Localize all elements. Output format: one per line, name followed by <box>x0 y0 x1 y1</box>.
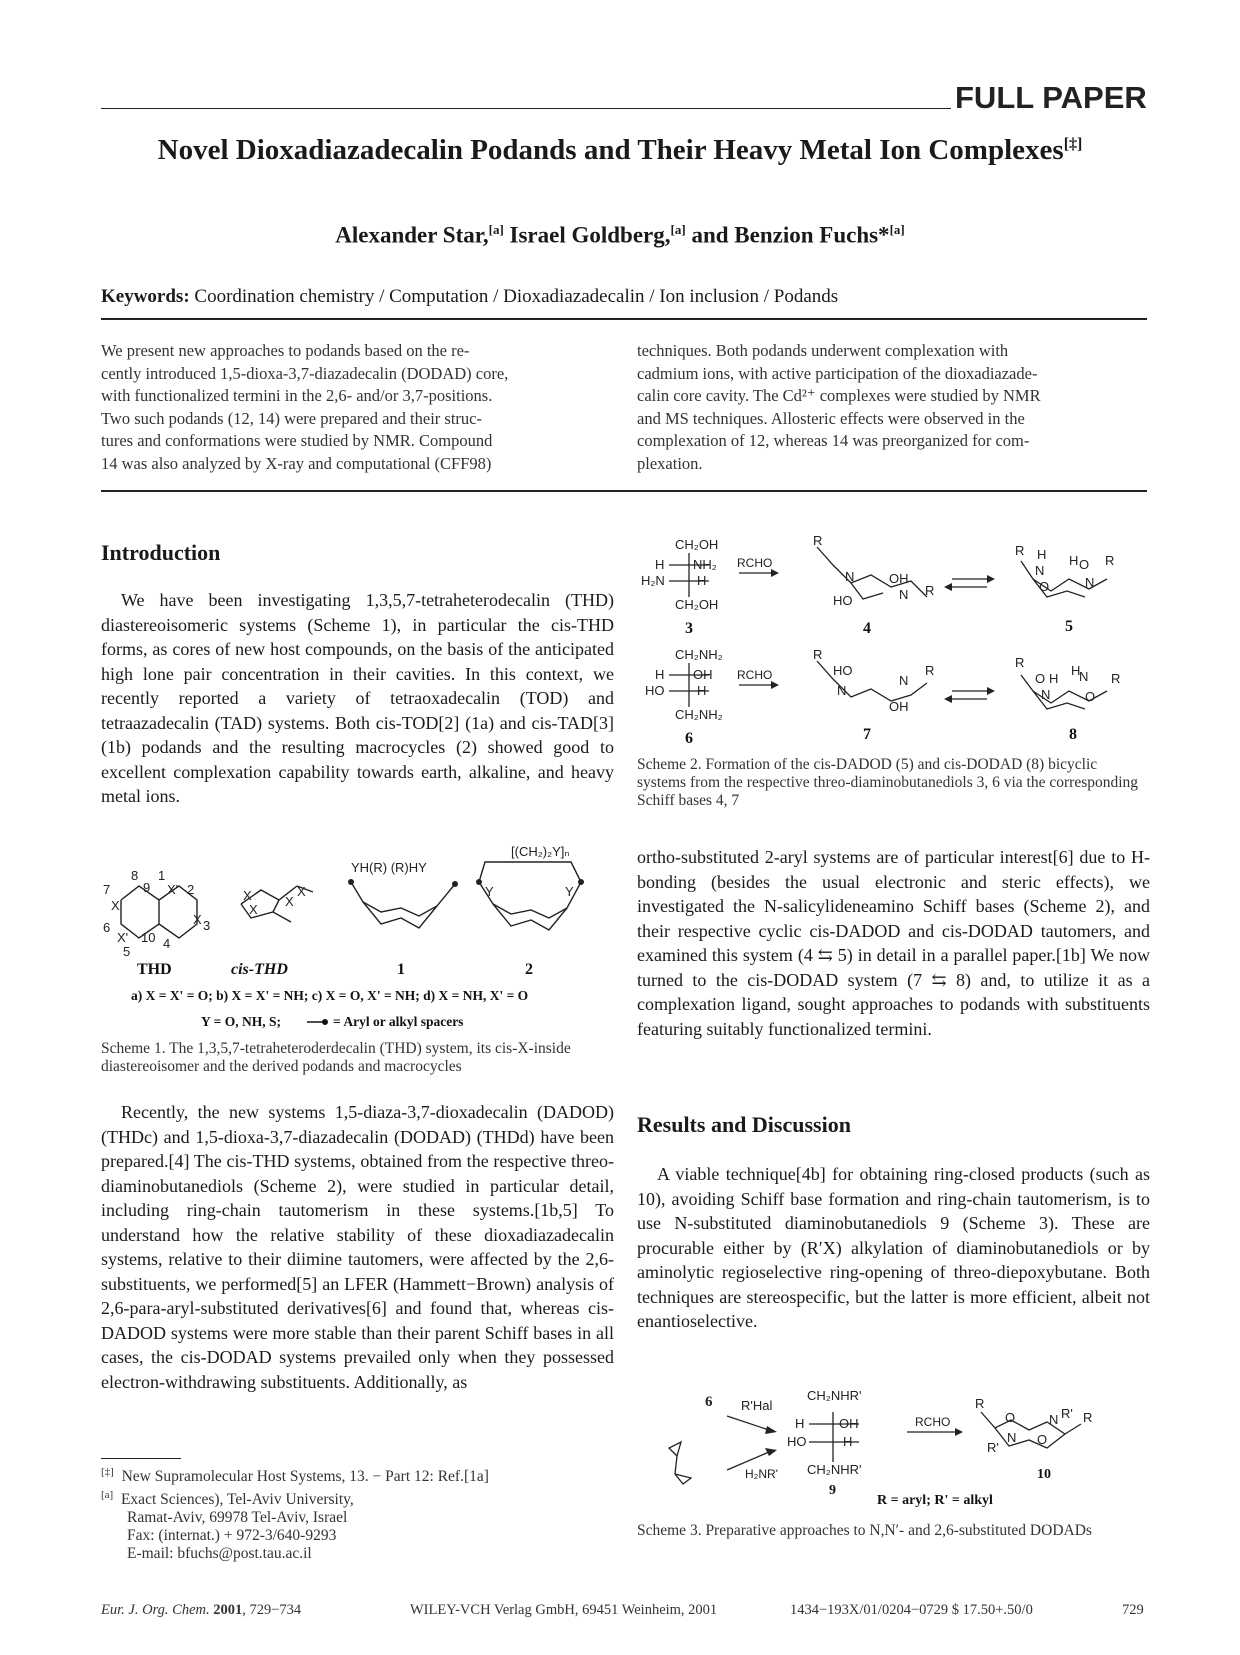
ring-atom: Y <box>485 884 494 899</box>
fischer-group: NH₂ <box>693 557 717 572</box>
ring-number: 2 <box>187 882 195 897</box>
footnote-line: E-mail: bfuchs@post.tau.ac.il <box>127 1545 312 1563</box>
fischer-group: H <box>843 1434 853 1449</box>
compound-label: 10 <box>1037 1467 1051 1482</box>
fischer-group: HO <box>645 683 665 698</box>
substituent-definition: R = aryl; R' = alkyl <box>877 1493 993 1508</box>
journal-year: 2001 <box>213 1602 243 1618</box>
paper-title <box>60 134 1180 167</box>
ring-number: 10 <box>141 930 156 945</box>
structure-atom: O <box>1037 1432 1048 1447</box>
reagent-label: RCHO <box>915 1415 951 1429</box>
structure-atom: H <box>1049 671 1059 686</box>
ring-number: 6 <box>103 920 111 935</box>
ring-number: X' <box>167 882 179 897</box>
ring-atom: X <box>249 902 258 917</box>
abstract-line: with functionalized termini in the 2,6- and/or 3,7-positions. <box>101 386 493 405</box>
paragraph-text: A viable technique[4b] for obtaining ring-closed products (such as 10), avoiding Schiff base formation and ring-chain tautomerism, is to use N-substituted diaminobutanediols 9 (Scheme 3). These are procurable either by (R′X) alkylation of diaminobutanediols or by aminolytic regioselective ring-opening of threo-diepoxybutane. Both techniques are stereospecific, but the latter is more efficient, albeit not enantioselective. <box>637 1164 1150 1331</box>
compound-label: 6 <box>705 1394 713 1410</box>
abstract-line: techniques. Both podands underwent complexation with <box>637 341 1009 360</box>
structure-atom: O <box>1085 689 1096 704</box>
abstract-line: cently introduced 1,5-dioxa-3,7-diazadecalin (DODAD) core, <box>101 363 509 383</box>
paragraph-text: Recently, the new systems 1,5-diaza-3,7-dioxadecalin (DADOD) (THDc) and 1,5-dioxa-3,7-diazadecalin (DODAD) (THDd) have been prepared.[4] The cis-THD systems, obtained from the respective threo-diaminobutanediols (Scheme 2), were studied in particular detail, including ring-chain tautomerism in these systems.[1b,5] To understand how the relative stability of these dioxadiazadecalin systems, relative to their diimine tautomers, were affected by the 2,6-substituents, we performed[5] an LFER (Hammett−Brown) analysis of 2,6-para-aryl-substituted derivatives[6] and found that, whereas cis-DADOD systems were more stable than their parent Schiff bases in all cases, the cis-DODAD systems prevailed only when they possessed electron-withdrawing substituents. Additionally, as <box>101 1102 614 1392</box>
intro-paragraph-2 <box>101 1100 614 1394</box>
structure-atom: N <box>899 587 909 602</box>
structure-atom: R <box>813 647 823 662</box>
reagent-label: R'Hal <box>741 1398 773 1413</box>
ring-number: 7 <box>103 882 111 897</box>
compound-label: 3 <box>685 620 693 637</box>
structure-atom: OH <box>889 699 909 714</box>
footnote-line: Fax: (internat.) + 972-3/640-9293 <box>127 1527 337 1545</box>
ring-atom: X <box>111 898 120 913</box>
abstract-top-rule <box>101 318 1147 320</box>
fischer-group: CH₂NH₂ <box>675 707 723 722</box>
paragraph-text: ortho-substituted 2-aryl systems are of particular interest[6] due to H-bonding (besides the usual electronic and steric effects), we investigated the N-salicylideneamino Schiff bases (Scheme 2), and their respective cyclic cis-DADOD and cis-DODAD tautomers, and examined this system (4 ⇆ 5) in detail in a parallel paper.[1b] We now turned to the cis-DODAD system (7 ⇆ 8) and, to utilize it as a complexation ligand, sought approaches to podands with substituents featuring suitably functionalized termini. <box>637 847 1150 1039</box>
fischer-group: OH <box>839 1416 859 1431</box>
abstract-line: calin core cavity. The Cd²⁺ complexes were studied by NMR <box>637 386 1041 405</box>
ring-number: 5 <box>123 944 131 959</box>
author-affiliation: [a] <box>889 222 905 237</box>
abstract-line: plexation. <box>637 453 703 473</box>
issn-line: 1434−193X/01/0204−0729 $ 17.50+.50/0 <box>790 1602 1033 1618</box>
author-name: Israel Goldberg, <box>509 222 671 248</box>
fischer-group: CH₂OH <box>675 537 719 552</box>
footnote-text: Exact Sciences), Tel-Aviv University, <box>120 1491 354 1509</box>
structure-atom: N <box>837 683 847 698</box>
fischer-group: H <box>697 683 707 698</box>
fischer-group: H <box>655 557 665 572</box>
structure-atom: R <box>975 1396 985 1411</box>
keywords-text: Coordination chemistry / Computation / Dioxadiazadecalin / Ion inclusion / Podands <box>194 286 839 307</box>
ring-atom: X <box>243 888 252 903</box>
structure-atom: R <box>1111 671 1121 686</box>
ring-number: 4 <box>163 936 171 951</box>
fischer-group: HO <box>787 1434 807 1449</box>
title-text: Novel Dioxadiazadecalin Podands and Their Heavy Metal Ion Complexes <box>157 134 1064 166</box>
scheme-legend: = Aryl or alkyl spacers <box>333 1014 464 1029</box>
fischer-group: CH₂NH₂ <box>675 647 723 662</box>
fischer-group: CH₂OH <box>675 597 719 612</box>
abstract-right <box>637 340 1147 475</box>
scheme-3-caption: Scheme 3. Preparative approaches to N,N′- and 2,6-substituted DODADs <box>637 1522 1092 1539</box>
structure-atom: R <box>925 583 935 598</box>
compound-label: 2 <box>525 961 533 978</box>
footnote-1 <box>101 1463 614 1486</box>
fischer-group: OH <box>693 667 713 682</box>
fischer-group: H <box>655 667 665 682</box>
footnote-line: Ramat-Aviv, 69978 Tel-Aviv, Israel <box>127 1509 348 1527</box>
journal-citation <box>101 1602 301 1619</box>
scheme-2-figure <box>637 535 1150 750</box>
fischer-group: CH₂NHR' <box>807 1388 862 1403</box>
structure-atom: N <box>1007 1430 1017 1445</box>
author-affiliation: [a] <box>670 222 686 237</box>
footnotes <box>101 1463 614 1563</box>
structure-atom: HO <box>833 593 853 608</box>
ring-number: 3 <box>203 918 211 933</box>
scheme-legend: a) X = X' = O; b) X = X' = NH; c) X = O, X' = NH; d) X = NH, X' = O <box>131 988 529 1003</box>
abstract-line: tures and conformations were studied by NMR. Compound <box>101 431 493 450</box>
abstract-line: Two such podands (12, 14) were prepared and their struc- <box>101 408 482 428</box>
publisher-line: WILEY-VCH Verlag GmbH, 69451 Weinheim, 2001 <box>410 1602 718 1618</box>
scheme-2-caption: Scheme 2. Formation of the cis-DADOD (5) and cis-DODAD (8) bicyclic systems from the respective threo-diaminobutanediols 3, 6 via the corresponding Schiff bases 4, 7 <box>637 756 1139 809</box>
structure-atom: N <box>1041 687 1051 702</box>
intro-heading: Introduction <box>101 540 221 565</box>
structure-atom: H <box>1037 547 1047 562</box>
structure-atom: N <box>1035 563 1045 578</box>
fischer-group: H₂N <box>641 573 665 588</box>
author-affiliation: [a] <box>488 222 504 237</box>
scheme-1-caption: Scheme 1. The 1,3,5,7-tetraheteroderdecalin (THD) system, its cis-X-inside diastereoisomer and the derived podands and macrocycles <box>101 1040 571 1075</box>
intro-paragraph-1 <box>101 588 614 809</box>
compound-label: 4 <box>863 620 871 637</box>
reagent-label: H₂NR' <box>745 1467 778 1481</box>
author-name: and Benzion Fuchs* <box>691 222 890 248</box>
ring-atom: X <box>285 894 294 909</box>
structure-atom: R <box>925 663 935 678</box>
ring-number: 9 <box>143 880 151 895</box>
keywords <box>101 286 838 308</box>
reagent-label: RCHO <box>737 668 773 682</box>
structure-atom: H <box>1069 553 1079 568</box>
footnote-rule <box>101 1458 181 1459</box>
structure-atom: N <box>1049 1412 1059 1427</box>
structure-atom: R <box>1015 655 1025 670</box>
structure-atom: R <box>813 535 823 548</box>
compound-label: 5 <box>1065 618 1073 635</box>
structure-atom: O <box>1079 557 1090 572</box>
scheme-legend: Y = O, NH, S; <box>201 1014 281 1029</box>
structure-atom: N <box>1085 575 1095 590</box>
journal-pages: , 729−734 <box>242 1602 302 1618</box>
abstract-line: cadmium ions, with active participation of the dioxadiazade- <box>637 363 1038 383</box>
structure-atom: R <box>1083 1410 1093 1425</box>
compound-label: 6 <box>685 730 693 747</box>
ring-atom: X' <box>117 930 129 945</box>
structure-atom: N <box>845 569 855 584</box>
podand-substituents: YH(R) (R)HY <box>351 860 427 875</box>
abstract-bottom-rule <box>101 490 1147 492</box>
header-rule <box>101 108 951 109</box>
scheme-1-figure <box>101 842 614 1032</box>
author-list <box>60 222 1180 249</box>
fischer-group: CH₂NHR' <box>807 1462 862 1477</box>
structure-atom: N <box>899 673 909 688</box>
footnote-mark: [‡] <box>101 1466 114 1478</box>
scheme-3-figure <box>637 1378 1150 1513</box>
footnote-text: New Supramolecular Host Systems, 13. − Part 12: Ref.[1a] <box>121 1468 489 1486</box>
right-paragraph-1 <box>637 845 1150 1041</box>
compound-label: 7 <box>863 726 871 743</box>
section-label: FULL PAPER <box>955 80 1147 115</box>
abstract-line: We present new approaches to podands based on the re- <box>101 341 470 360</box>
ring-number: 8 <box>131 868 139 883</box>
footnote-2 <box>101 1486 614 1509</box>
abstract-line: and MS techniques. Allosteric effects were observed in the <box>637 408 1025 428</box>
structure-atom: N <box>1079 669 1089 684</box>
macrocycle-spacer: [(CH₂)₂Y]ₙ <box>511 844 570 859</box>
paragraph-text: We have been investigating 1,3,5,7-tetraheterodecalin (THD) diastereoisomeric systems (Scheme 1), in particular the cis-THD forms, as cores of new host compounds, on the basis of the anticipated high lone pair concentration in their cavities. In this context, we recently reported a variety of tetraoxadecalin (TOD) and tetraazadecalin (TAD) systems. Both cis-TOD[2] (1a) and cis-TAD[3] (1b) podands and the resulting macrocycles (2) showed good to excellent complexation capability towards earth, alkaline, and heavy metal ions. <box>101 590 614 806</box>
fischer-group: H <box>697 573 707 588</box>
structure-atom: R <box>1105 553 1115 568</box>
structure-atom: O <box>1039 579 1050 594</box>
title-mark: [‡] <box>1063 135 1083 153</box>
compound-label: 1 <box>397 961 405 978</box>
footnote-mark: [a] <box>101 1489 114 1502</box>
structure-atom: OH <box>889 571 909 586</box>
structure-atom: H <box>1071 663 1081 678</box>
ring-atom: X <box>193 912 202 927</box>
author-name: Alexander Star, <box>335 222 489 248</box>
abstract-line: complexation of 12, whereas 14 was preorganized for com- <box>637 431 1030 450</box>
journal-name: Eur. J. Org. Chem. <box>101 1602 210 1618</box>
ring-atom: X <box>297 884 306 899</box>
reagent-label: RCHO <box>737 556 773 570</box>
results-heading: Results and Discussion <box>637 1112 851 1137</box>
compound-label: cis-THD <box>231 961 288 978</box>
compound-label: 8 <box>1069 726 1077 743</box>
structure-atom: HO <box>833 663 853 678</box>
abstract-left <box>101 340 611 475</box>
structure-atom: R' <box>987 1440 999 1455</box>
page-number: 729 <box>1122 1602 1144 1618</box>
fischer-group: H <box>795 1416 805 1431</box>
compound-label: THD <box>137 961 172 978</box>
ring-number: 1 <box>158 868 166 883</box>
structure-atom: R <box>1015 543 1025 558</box>
ring-atom: Y <box>565 884 574 899</box>
structure-atom: R' <box>1061 1406 1073 1421</box>
structure-atom: O <box>1005 1410 1016 1425</box>
compound-label: 9 <box>829 1483 836 1498</box>
results-paragraph-1 <box>637 1162 1150 1334</box>
structure-atom: O <box>1035 671 1046 686</box>
abstract-line: 14 was also analyzed by X-ray and computational (CFF98) <box>101 453 492 473</box>
keywords-label: Keywords: <box>101 286 190 307</box>
